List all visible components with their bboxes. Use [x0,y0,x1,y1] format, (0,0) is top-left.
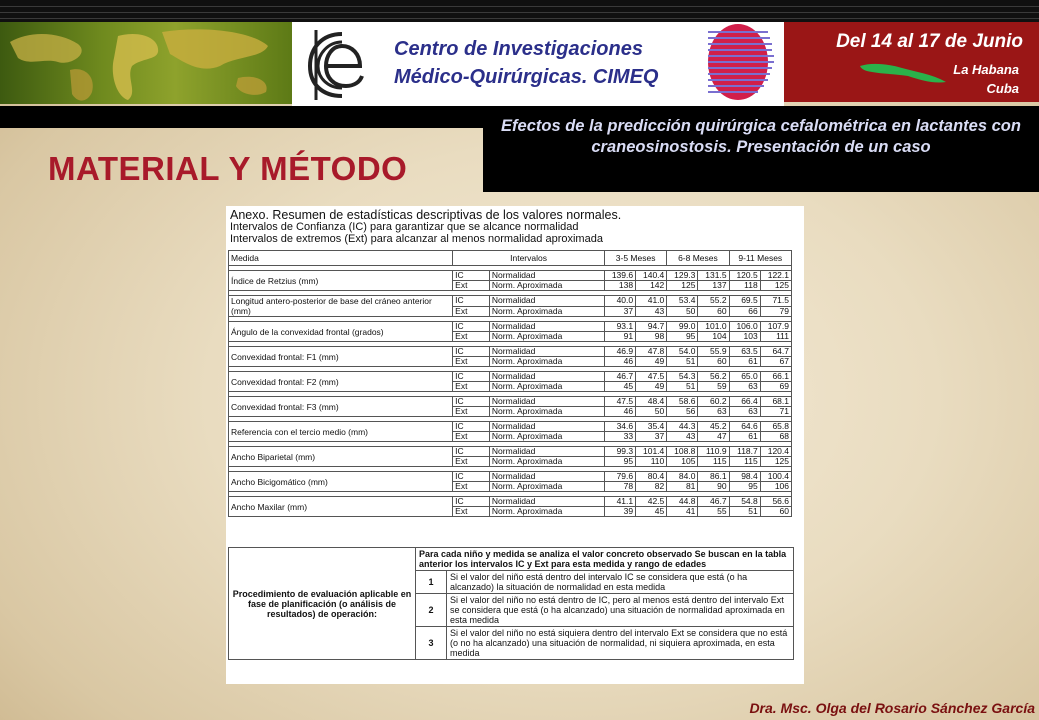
ic-value: 99.3 [604,447,635,457]
table-row-ic [229,422,792,432]
interval-label: Normalidad [489,296,604,307]
ic-value: 80.4 [636,472,667,482]
top-bar [0,0,1039,22]
ext-value: 115 [698,457,729,467]
ext-value: 79 [760,306,791,317]
ext-value: 71 [760,407,791,417]
ext-value: 45 [604,382,635,392]
interval-code: Ext [453,281,490,291]
ext-value: 66 [729,306,760,317]
ic-value: 93.1 [604,322,635,332]
table-row-ic [229,472,792,482]
ext-value: 115 [729,457,760,467]
ic-value: 66.4 [729,397,760,407]
ext-value: 63 [729,382,760,392]
ic-value: 139.6 [604,271,635,281]
ext-value: 59 [698,382,729,392]
ext-value: 43 [667,432,698,442]
interval-label: Normalidad [489,472,604,482]
ext-value: 78 [604,482,635,492]
measure-name: Convexidad frontal: F1 (mm) [229,347,453,367]
interval-code: Ext [453,407,490,417]
col-header-medida: Medida [229,251,453,266]
ic-value: 45.2 [698,422,729,432]
ext-value: 37 [604,306,635,317]
measure-name: Longitud antero-posterior de base del cráneo anterior (mm) [229,296,453,317]
interval-label: Norm. Aproximada [489,482,604,492]
world-map-banner [0,22,292,104]
ic-value: 44.3 [667,422,698,432]
ext-value: 41 [667,507,698,517]
interval-label: Norm. Aproximada [489,332,604,342]
annex-subheading-ext: Intervalos de extremos (Ext) para alcanzar al menos normalidad aproximada [230,233,603,245]
ext-value: 110 [636,457,667,467]
procedure-step-text: Si el valor del niño no está dentro de IC, pero al menos está dentro del intervalo Ext se considera que está (o ha alcanzado) una situación de normalidad aproximada en esta medida [447,594,794,627]
ext-value: 106 [760,482,791,492]
ext-value: 142 [636,281,667,291]
procedure-step-number: 1 [416,571,447,594]
ext-value: 98 [636,332,667,342]
measure-name: Índice de Retzius (mm) [229,271,453,291]
procedure-table [228,547,794,660]
table-row-ic [229,271,792,281]
ext-value: 125 [760,281,791,291]
ext-value: 49 [636,357,667,367]
interval-label: Norm. Aproximada [489,306,604,317]
ext-value: 33 [604,432,635,442]
cuba-map-icon [858,60,950,86]
ext-value: 60 [760,507,791,517]
ext-value: 95 [667,332,698,342]
ic-value: 34.6 [604,422,635,432]
ic-value: 110.9 [698,447,729,457]
ic-value: 44.8 [667,497,698,507]
ic-value: 48.4 [636,397,667,407]
ext-value: 37 [636,432,667,442]
interval-label: Norm. Aproximada [489,432,604,442]
ic-value: 47.8 [636,347,667,357]
ext-value: 104 [698,332,729,342]
interval-code: Ext [453,382,490,392]
measure-name: Convexidad frontal: F2 (mm) [229,372,453,392]
ext-value: 103 [729,332,760,342]
ic-value: 84.0 [667,472,698,482]
ext-value: 69 [760,382,791,392]
procedure-label: Procedimiento de evaluación aplicable en fase de planificación (o análisis de resultados) de operación: [229,548,416,660]
ic-value: 107.9 [760,322,791,332]
ic-value: 99.0 [667,322,698,332]
ic-value: 46.7 [604,372,635,382]
measure-name: Convexidad frontal: F3 (mm) [229,397,453,417]
ic-value: 35.4 [636,422,667,432]
ext-value: 56 [667,407,698,417]
ic-value: 55.2 [698,296,729,307]
table-row-ic [229,296,792,307]
ext-value: 91 [604,332,635,342]
ext-value: 51 [667,382,698,392]
event-date: Del 14 al 17 de Junio [836,31,1023,52]
interval-code: Ext [453,357,490,367]
ext-value: 63 [698,407,729,417]
ic-value: 40.0 [604,296,635,307]
ic-value: 66.1 [760,372,791,382]
interval-code: IC [453,472,490,482]
interval-label: Norm. Aproximada [489,507,604,517]
annex-heading: Anexo. Resumen de estadísticas descriptivas de los valores normales. [230,208,622,222]
interval-code: IC [453,447,490,457]
ext-value: 50 [667,306,698,317]
ic-value: 63.5 [729,347,760,357]
ext-value: 81 [667,482,698,492]
ic-value: 41.1 [604,497,635,507]
ext-value: 118 [729,281,760,291]
top-bar-line [0,12,1039,13]
table-row-ic [229,372,792,382]
ic-value: 47.5 [604,397,635,407]
interval-label: Normalidad [489,497,604,507]
ic-value: 42.5 [636,497,667,507]
ic-value: 69.5 [729,296,760,307]
procedure-step-number: 3 [416,627,447,660]
ext-value: 125 [667,281,698,291]
ic-value: 140.4 [636,271,667,281]
ic-value: 58.6 [667,397,698,407]
ext-value: 61 [729,357,760,367]
ic-value: 65.8 [760,422,791,432]
interval-label: Norm. Aproximada [489,407,604,417]
ext-value: 95 [604,457,635,467]
procedure-intro: Para cada niño y medida se analiza el valor concreto observado Se buscan en la tabla anterior los intervalos IC y Ext para esta medida y rango de edades [416,548,794,571]
interval-code: Ext [453,507,490,517]
ext-value: 43 [636,306,667,317]
ic-value: 56.2 [698,372,729,382]
ext-value: 125 [760,457,791,467]
measure-name: Referencia con el tercio medio (mm) [229,422,453,442]
ext-value: 68 [760,432,791,442]
ic-value: 64.6 [729,422,760,432]
ic-value: 64.7 [760,347,791,357]
measure-name: Ángulo de la convexidad frontal (grados) [229,322,453,342]
ext-value: 55 [698,507,729,517]
presentation-title-box [483,106,1039,192]
ic-value: 54.0 [667,347,698,357]
presentation-title: Efectos de la predicción quirúrgica cefalométrica en lactantes con craneosinostosis. Presentación de un caso [501,117,1021,156]
ic-value: 98.4 [729,472,760,482]
section-title: MATERIAL Y MÉTODO [48,150,408,187]
interval-code: Ext [453,332,490,342]
ext-value: 105 [667,457,698,467]
ic-value: 100.4 [760,472,791,482]
ic-value: 79.6 [604,472,635,482]
ext-value: 45 [636,507,667,517]
event-info-box [784,22,1039,102]
table-header-row [229,251,792,266]
col-header-age-6-8: 6-8 Meses [667,251,729,266]
interval-code: IC [453,422,490,432]
ext-value: 95 [729,482,760,492]
ic-value: 86.1 [698,472,729,482]
ic-value: 41.0 [636,296,667,307]
ic-value: 129.3 [667,271,698,281]
ext-value: 50 [636,407,667,417]
interval-label: Norm. Aproximada [489,281,604,291]
interval-code: IC [453,296,490,307]
ic-value: 60.2 [698,397,729,407]
world-map-icon [0,22,292,104]
ic-value: 122.1 [760,271,791,281]
head-emblem-box [698,22,784,106]
ic-value: 71.5 [760,296,791,307]
interval-label: Normalidad [489,347,604,357]
statistics-table [228,250,792,517]
procedure-intro-row [229,548,794,571]
interval-code: IC [453,271,490,281]
interval-label: Normalidad [489,271,604,281]
ic-value: 106.0 [729,322,760,332]
interval-label: Norm. Aproximada [489,357,604,367]
annex-document [226,206,804,684]
interval-label: Normalidad [489,397,604,407]
ic-value: 46.7 [698,497,729,507]
ext-value: 39 [604,507,635,517]
ext-value: 61 [729,432,760,442]
ic-value: 56.6 [760,497,791,507]
ic-value: 101.4 [636,447,667,457]
ext-value: 90 [698,482,729,492]
col-header-intervalos: Intervalos [453,251,605,266]
ic-value: 54.3 [667,372,698,382]
col-header-age-9-11: 9-11 Meses [729,251,791,266]
institution-logo-box [292,22,698,106]
ic-value: 101.0 [698,322,729,332]
ic-value: 55.9 [698,347,729,357]
ext-value: 47 [698,432,729,442]
table-row-ic [229,497,792,507]
ext-value: 51 [667,357,698,367]
ext-value: 63 [729,407,760,417]
institution-name-line1: Centro de Investigaciones [394,38,643,60]
procedure-step-text: Si el valor del niño está dentro del intervalo IC se considera que está (o ha alcanzado) la situación de normalidad en esta medida [447,571,794,594]
event-country: Cuba [986,81,1019,96]
table-row-ic [229,447,792,457]
ic-value: 68.1 [760,397,791,407]
interval-code: Ext [453,432,490,442]
interval-label: Normalidad [489,322,604,332]
ext-value: 49 [636,382,667,392]
interval-code: IC [453,347,490,357]
ext-value: 60 [698,357,729,367]
interval-code: Ext [453,482,490,492]
cimeq-logo-icon [302,26,382,102]
top-bar-line [0,6,1039,7]
interval-code: IC [453,372,490,382]
procedure-step-number: 2 [416,594,447,627]
table-row-ic [229,322,792,332]
measure-name: Ancho Bicigomático (mm) [229,472,453,492]
ic-value: 54.8 [729,497,760,507]
event-city: La Habana [953,62,1019,77]
interval-code: IC [453,497,490,507]
ic-value: 120.5 [729,271,760,281]
head-profile-icon [698,22,784,106]
ic-value: 47.5 [636,372,667,382]
ic-value: 118.7 [729,447,760,457]
measure-name: Ancho Maxilar (mm) [229,497,453,517]
measure-name: Ancho Biparietal (mm) [229,447,453,467]
col-header-age-3-5: 3-5 Meses [604,251,666,266]
ext-value: 46 [604,407,635,417]
ic-value: 53.4 [667,296,698,307]
interval-label: Norm. Aproximada [489,382,604,392]
table-row-ic [229,347,792,357]
interval-label: Normalidad [489,372,604,382]
interval-code: IC [453,397,490,407]
ic-value: 65.0 [729,372,760,382]
interval-code: IC [453,322,490,332]
author-credit: Dra. Msc. Olga del Rosario Sánchez García [749,700,1035,716]
ext-value: 51 [729,507,760,517]
interval-label: Norm. Aproximada [489,457,604,467]
ext-value: 46 [604,357,635,367]
interval-label: Normalidad [489,447,604,457]
ic-value: 108.8 [667,447,698,457]
ic-value: 46.9 [604,347,635,357]
institution-name-line2: Médico-Quirúrgicas. CIMEQ [394,66,659,88]
ext-value: 138 [604,281,635,291]
interval-label: Normalidad [489,422,604,432]
ext-value: 111 [760,332,791,342]
ext-value: 67 [760,357,791,367]
annex-header [230,209,621,245]
ext-value: 82 [636,482,667,492]
ext-value: 60 [698,306,729,317]
procedure-step-text: Si el valor del niño no está siquiera dentro del intervalo Ext se considera que no está (o no ha alcanzado) una situación de normalidad, ni siquiera aproximada, en esta medida [447,627,794,660]
ic-value: 120.4 [760,447,791,457]
top-bar-line [0,18,1039,19]
interval-code: Ext [453,306,490,317]
ext-value: 137 [698,281,729,291]
interval-code: Ext [453,457,490,467]
table-row-ic [229,397,792,407]
ic-value: 131.5 [698,271,729,281]
annex-subheading-ic: Intervalos de Confianza (IC) para garantizar que se alcance normalidad [230,221,579,233]
ic-value: 94.7 [636,322,667,332]
